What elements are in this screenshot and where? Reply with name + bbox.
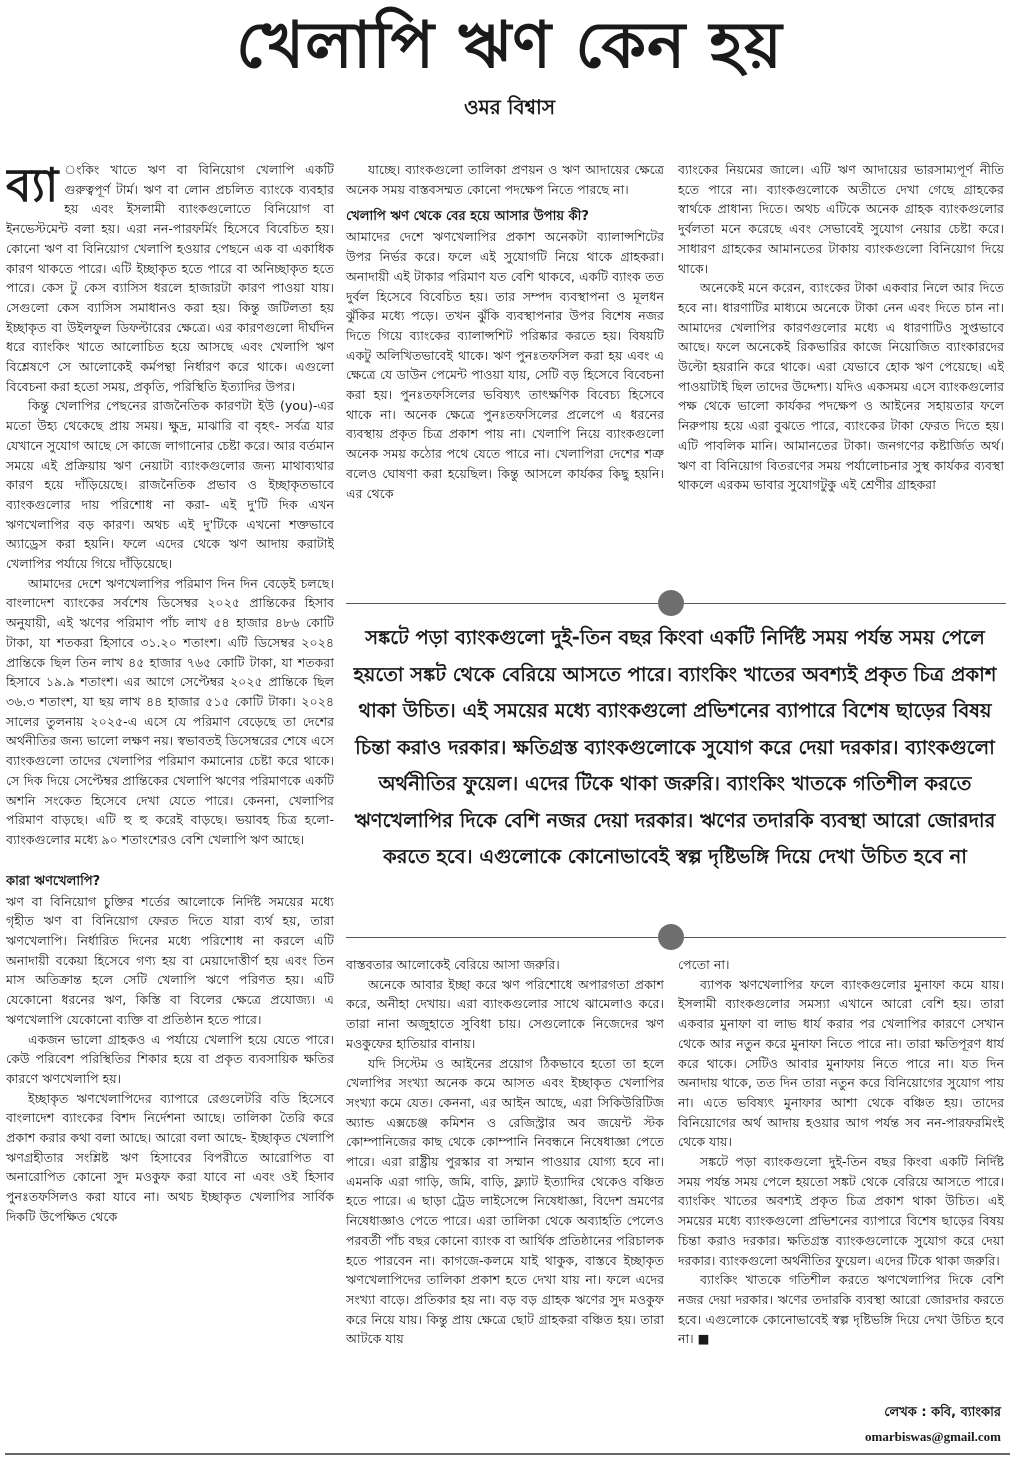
drop-cap: ব্যা [6,160,59,212]
paragraph [6,160,334,396]
paragraph: ব্যাংকের নিয়মের জালে। এটি ঋণ আদায়ের ভারসাম্যপূর্ণ নীতি হতে পারে না। ব্যাংকগুলোকে অতীতে দেখা গেছে গ্রাহকের স্বার্থকে প্রাধান্য দিতে। অথচ এটিকে অনেক গ্রাহক ব্যাংকগুলোর দুর্বলতা মনে করেছে এবং সেভাবেই সুযোগ নেয়ার চেষ্টা করে। সাধারণ গ্রাহকের আমানতের টাকায় ব্যাংকগুলো বিনিয়োগ দিয়ে থাকে। [678,162,1004,276]
paragraph: যদি সিস্টেম ও আইনের প্রয়োগ ঠিকভাবে হতো তা হলে খেলাপির সংখ্যা অনেক কমে আসত এবং ইচ্ছাকৃত খেলাপির সংখ্যা কমে যেত। কেননা, এর আইন আছে, এরা সিকিউরিটিজ অ্যান্ড এক্সচেঞ্জ কমিশন ও রেজিস্ট্রার অব জয়েন্ট স্টক কোম্পানিজের কাছ থেকে কোম্পানি নিবন্ধনে নিষেধাজ্ঞা পেতে পারে। এরা রাষ্ট্রীয় পুরস্কার বা সম্মান পাওয়ার যোগ্য হবে না। এমনকি এরা গাড়ি, জমি, বাড়ি, ফ্ল্যাট ইত্যাদির থেকেও বঞ্চিত হতে পারে। এ ছাড়া ট্রেড লাইসেন্সে নিষেধাজ্ঞা, বিদেশ ভ্রমণের নিষেধাজ্ঞাও পেতে পারে। এরা তালিকা থেকে অব্যাহতি পেলেও পরবর্তী পাঁচ বছর কোনো ব্যাংক বা আর্থিক প্রতিষ্ঠানের পরিচালক হতে পারবেন না। কাগজে-কলমে যাই থাকুক, বাস্তবে ইচ্ছাকৃত ঋণখেলাপিদের তালিকা প্রকাশ হতে দেখা যায় না। ফলে এদের সংখ্যা বাড়ে। প্রতিকার হয় না। বড় বড় গ্রাহক ঋণের সুদ মওকুফ করে নিয়ে যায়। কিন্তু প্রায় ক্ষেত্রে ছোট গ্রাহকরা বঞ্চিত হয়। তারা আটকে যায় [346,1055,664,1347]
circle-ornament-icon [658,590,684,616]
paragraph: একজন ভালো গ্রাহকও এ পর্যায়ে খেলাপি হয়ে যেতে পারে। কেউ পরিবেশ পরিস্থিতির শিকার হয়ে বা প্রকৃত ব্যবসায়িক ক্ষতির কারণে ঋণখেলাপি হয়। [6,1031,334,1086]
paragraph: ব্যাংকিং খাতকে গতিশীল করতে ঋণখেলাপির দিকে বেশি নজর দেয়া দরকার। ঋণের তদারকি ব্যবস্থা আরো জোরদার করতে হবে। এগুলোকে কোনোভাবেই স্বল্প দৃষ্টিভঙ্গি দিয়ে দেখা উচিত হবে না। ■ [678,1272,1004,1347]
paragraph: অনেকে আবার ইচ্ছা করে ঋণ পরিশোধে অপারগতা প্রকাশ করে, অনীহা দেখায়। এরা ব্যাংকগুলোর সাথে ঝামেলাও করে। তারা নানা অজুহাতে সুবিধা চায়। সেগুলোকে নিজেদের ঋণ মওকুফের হাতিয়ার বানায়। [346,976,664,1051]
column-1 [6,160,334,1448]
column-3-top [678,160,1004,585]
paragraph: ইচ্ছাকৃত ঋণখেলাপিদের ব্যাপারে রেগুলেটরি বডি হিসেবে বাংলাদেশ ব্যাংকের বিশদ নির্দেশনা আছে। তালিকা তৈরি করে প্রকাশ করার কথা বলা আছে। আরো বলা আছে- ইচ্ছাকৃত খেলাপি ঋণগ্রহীতার সংশ্লিষ্ট ঋণ হিসাবের বিপরীতে আরোপিত বা অনারোপিত কোনো সুদ মওকুফ করা যাবে না এবং ওই হিসাব পুনঃতফসিলও করা যাবে না। অথচ ইচ্ছাকৃত খেলাপির সার্বিক দিকটি উপেক্ষিত থেকে [6,1090,334,1224]
paragraph: বাস্তবতার আলোকেই বেরিয়ে আসা জরুরি। [346,957,560,972]
divider-line [684,937,1006,938]
bottom-rule [5,1453,1010,1455]
subheading: খেলাপি ঋণ থেকে বের হয়ে আসার উপায় কী? [346,209,589,225]
author-email[interactable]: omarbiswas@gmail.com [865,1429,1001,1444]
paragraph-text: ংকিং খাতে ঋণ বা বিনিয়োগ খেলাপি একটি গুরুত্বপূর্ণ টার্ম। ঋণ বা লোন প্রচলিত ব্যাংকে ব্যবহার হয় এবং ইসলামী ব্যাংকগুলোতে বিনিয়োগ বা ইনভেস্টমেন্ট বলা হয়। এরা নন-পারফর্মিং হিসেবে বিবেচিত হয়। কোনো ঋণ বা বিনিয়োগ খেলাপি হওয়ার পেছনে এক বা একাধিক কারণ থাকতে পারে। এটি ইচ্ছাকৃত হতে পারে বা অনিচ্ছাকৃত হতে পারে। কেস টু কেস ব্যাসিস ধরলে হাজারটা কারণ পাওয়া যায়। সেগুলো কেস ব্যাসিস সমাধানও করা হয়। কিন্তু জটিলতা হয় ইচ্ছাকৃত বা উইলফুল ডিফল্টারের ক্ষেত্রে। এর কারণগুলো দীর্ঘদিন ধরে ব্যাংকিং খাতে আলোচিত হয়ে আসছে এবং খেলাপি ঋণ বিশ্লেষণে সে আলোকেই কর্মপন্থা নির্ধারণ করে থাকে। এগুলো বিবেচনা করা হতো সময়, প্রকৃতি, পরিস্থিতি ইত্যাদির উপর। [6,162,334,394]
column-2-top [346,160,664,585]
paragraph: আমাদের দেশে ঋণখেলাপির প্রকাশ অনেকটা ব্যালান্সশিটের উপর নির্ভর করে। ফলে এই সুযোগটি নিয়ে থাকে গ্রাহকরা। অনাদায়ী এই টাকার পরিমাণ যত বেশি থাকবে, একটি ব্যাংক তত দুর্বল হিসেবে বিবেচিত হয়। তার সম্পদ ব্যবস্থাপনা ও মূলধন ঝুঁকির মধ্যে পড়ে। তখন ঝুঁকি ব্যবস্থাপনার উপর বিশেষ নজর দিতে গিয়ে ব্যাংকের ব্যালান্সশিট পরিষ্কার করতে হয়। বিষয়টি একটু অলিখিতভাবেই থাকে। ঋণ পুনঃতফসিল করা হয় এবং এ ক্ষেত্রে যে ডাউন পেমেন্ট পাওয়া যায়, সেটি বড় হিসেবে বিবেচনা করা হয়। পুনঃতফসিলের ভবিষ্যৎ তাৎক্ষণিক বিবেচ্য হিসেবে থাকে না। অনেক ক্ষেত্রে পুনঃতফসিলের প্রলেপে এ ধরনের ব্যবস্থায় প্রকৃত চিত্র প্রকাশ পায় না। খেলাপি নিয়ে ব্যাংকগুলো অনেক সময় কঠোর পথে যেতে পারে না। খেলাপিরা দেশের শত্রু বলেও ঘোষণা করা হয়েছিল। কিন্তু আসলে কার্যকর কিছু হয়নি। এর থেকে [346,229,664,501]
paragraph: যাচ্ছে। ব্যাংকগুলো তালিকা প্রণয়ন ও ঋণ আদায়ের ক্ষেত্রে অনেক সময় বাস্তবসম্মত কোনো পদক্ষেপ নিতে পারছে না। [346,162,664,197]
paragraph: সঙ্কটে পড়া ব্যাংকগুলো দুই-তিন বছর কিংবা একটি নির্দিষ্ট সময় পর্যন্ত সময় পেলে হয়তো সঙ্কট থেকে বেরিয়ে আসতে পারে। ব্যাংকিং খাতের অবশ্যই প্রকৃত চিত্র প্রকাশ থাকা উচিত। এই সময়ের মধ্যে ব্যাংকগুলো প্রভিশনের ব্যাপারে বিশেষ ছাড়ের বিষয় চিন্তা করাও দরকার। ক্ষতিগ্রস্ত ব্যাংকগুলোকে সুযোগ করে দেয়া দরকার। ব্যাংকগুলো অর্থনীতির ফুয়েল। এদের টিকে থাকা জরুরি। [678,1154,1004,1268]
divider-line [346,603,658,604]
circle-ornament-icon [658,924,684,950]
paragraph: ঋণ বা বিনিয়োগ চুক্তির শর্তের আলোকে নির্দিষ্ট সময়ের মধ্যে গৃহীত ঋণ বা বিনিয়োগ ফেরত দিতে যারা ব্যর্থ হয়, তারা ঋণখেলাপি। নির্ধারিত দিনের মধ্যে পরিশোধ না করলে এটি অনাদায়ী বকেয়া হিসেবে গণ্য হয় বা মেয়াদোত্তীর্ণ হয় এবং তিন মাস অতিক্রান্ত হলে সেটি খেলাপি ঋণে পরিণত হয়। এটি যেকোনো ধরনের ঋণ, কিস্তি বা বিলের ক্ষেত্রে প্রযোজ্য। এ ঋণখেলাপি যেকোনো ব্যক্তি বা প্রতিষ্ঠান হতে পারে। [6,893,334,1027]
paragraph: ব্যাপক ঋণখেলাপির ফলে ব্যাংকগুলোর মুনাফা কমে যায়। ইসলামী ব্যাংকগুলোর সমস্যা এখানে আরো বেশি হয়। তারা একবার মুনাফা বা লাভ ধার্য করার পর খেলাপির কারণে সেখান থেকে আর নতুন করে মুনাফা নিতে পারে না। তারা ক্ষতিপূরণ ধার্য করে থাকে। সেটিও আবার মুনাফায় নিতে পারে না। যত দিন অনাদায় থাকে, তত দিন তারা নতুন করে বিনিয়োগের সুযোগ পায় না। এতে ভবিষ্যৎ মুনাফার আশা থেকে বঞ্চিত হয়। তাদের বিনিয়োগের অর্থ আদায় হওয়ার আগ পর্যন্ত সব নন-পারফরমিংই থেকে যায়। [678,976,1004,1150]
divider-line [346,937,658,938]
pull-quote: সঙ্কটে পড়া ব্যাংকগুলো দুই-তিন বছর কিংবা একটি নির্দিষ্ট সময় পর্যন্ত সময় পেলে হয়তো সঙ্কট থেকে বেরিয়ে আসতে পারে। ব্যাংকিং খাতের অবশ্যই প্রকৃত চিত্র প্রকাশ থাকা উচিত। এই সময়ের মধ্যে ব্যাংকগুলো প্রভিশনের ব্যাপারে বিশেষ ছাড়ের বিষয় চিন্তা করাও দরকার। ক্ষতিগ্রস্ত ব্যাংকগুলোকে সুযোগ করে দেয়া দরকার। ব্যাংকগুলো অর্থনীতির ফুয়েল। এদের টিকে থাকা জরুরি। ব্যাংকিং খাতকে গতিশীল করতে ঋণখেলাপির দিকে বেশি নজর দেয়া দরকার। ঋণের তদারকি ব্যবস্থা আরো জোরদার করতে হবে। এগুলোকে কোনোভাবেই স্বল্প দৃষ্টিভঙ্গি দিয়ে দেখা উচিত হবে না [353,626,997,868]
author-name: ওমর বিশ্বাস [463,95,556,119]
subheading: কারা ঋণখেলাপি? [6,873,101,889]
paragraph: অনেকেই মনে করেন, ব্যাংকের টাকা একবার নিলে আর দিতে হবে না। ধারণাটির মাধ্যমে অনেকে টাকা নেন এবং দিতে চান না। আমাদের খেলাপির কারণগুলোর মধ্যে এ ধারণাটিও সুপ্তভাবে আছে। ফলে অনেকেই রিকভারির কাজে নিয়োজিত ব্যাংকারদের উল্টো হয়রানি করে থাকে। এরা যেভাবে হোক ঋণ পেয়েছে। এই পাওয়াটাই ছিল তাদের উদ্দেশ্য। যদিও একসময় এসে ব্যাংকগুলোর পক্ষ থেকে ভালো কার্যকর পদক্ষেপ ও আইনের সহায়তার ফলে নিরুপায় হয়ে এরা বুঝতে পারে, ব্যাংকের টাকা ফেরত দিতে হয়। এটি পাবলিক মানি। আমানতের টাকা। জনগণের কষ্টার্জিত অর্থ। ঋণ বা বিনিয়োগ বিতরণের সময় পর্যালোচনার সুস্থ কার্যকর ব্যবস্থা থাকলে এরকম ভাবার সুযোগটুকু এই শ্রেণীর গ্রাহকরা [678,280,1004,493]
column-2-bottom [346,955,664,1445]
paragraph: আমাদের দেশে ঋণখেলাপির পরিমাণ দিন দিন বেড়েই চলছে। বাংলাদেশ ব্যাংকের সর্বশেষ ডিসেম্বর ২০২৫ প্রান্তিকের হিসাব অনুযায়ী, এই ঋণের পরিমাণ পাঁচ লাখ ৫৪ হাজার ৪৮৬ কোটি টাকা, যা শতকরা হিসাবে ৩১.২০ শতাংশ। এটি ডিসেম্বর ২০২৪ প্রান্তিকে ছিল তিন লাখ ৪৫ হাজার ৭৬৫ কোটি টাকা, যা শতকরা হিসাবে ১৯.৯ শতাংশ। এর আগে সেপ্টেম্বর ২০২৫ প্রান্তিকে ছিল ৩৬.৩ শতাংশ, যা ছয় লাখ ৪৪ হাজার ৫১৫ কোটি টাকা। ২০২৪ সালের তুলনায় ২০২৫-এ এসে যে পরিমাণ বেড়েছে তা দেশের অর্থনীতির জন্য ভালো লক্ষণ নয়। স্বভাবতই ডিসেম্বরের শেষে এসে ব্যাংকগুলো তাদের খেলাপির পরিমাণ কমানোর চেষ্টা করে থাকে। সে দিক দিয়ে সেপ্টেম্বর প্রান্তিকের খেলাপি ঋণের পরিমাণকে একটি অশনি সংকেত হিসেবে দেখা যেতে পারে। কেননা, খেলাপির পরিমাণ বাড়ছে। এটি হু হু করেই বাড়ছে। ভয়াবহ চিত্র হলো- ব্যাংকগুলোর মধ্যে ৯০ শতাংশেরও বেশি খেলাপি ঋণ আছে। [6,575,334,847]
author-byline: লেখক : কবি, ব্যাংকার [884,1405,1001,1420]
paragraph: কিন্তু খেলাপির পেছনের রাজনৈতিক কারণটা ইউ (you)-এর মতো উহ্য থেকেছে প্রায় সময়। ক্ষুদ্র, মাঝারি বা বৃহৎ- সর্বত্র যার যেখানে সুযোগ আছে সে কাজে লাগানোর চেষ্টা করে। আর বর্তমান সময়ে এই প্রক্রিয়ায় ঋণ নেয়াটা ব্যাংকগুলোর জন্য মাথাব্যথার কারণ হয়ে দাঁড়িয়েছে। রাজনৈতিক প্রভাব ও ইচ্ছাকৃতভাবে ব্যাংকগুলোর দায় পরিশোধ না করা- এই দু'টি দিক এখন ঋণখেলাপির বড় কারণ। অথচ এই দু'টিকে এখনো শক্তভাবে অ্যাড্রেস করা হয়নি। ফলে এদের থেকে ঋণ আদায় করাটাই খেলাপির পর্যায়ে গিয়ে দাঁড়িয়েছে। [6,398,334,572]
column-3-bottom [678,955,1004,1425]
headline: খেলাপি ঋণ কেন হয় [236,9,783,83]
paragraph: পেতো না। [678,957,730,972]
divider-line [684,603,1006,604]
